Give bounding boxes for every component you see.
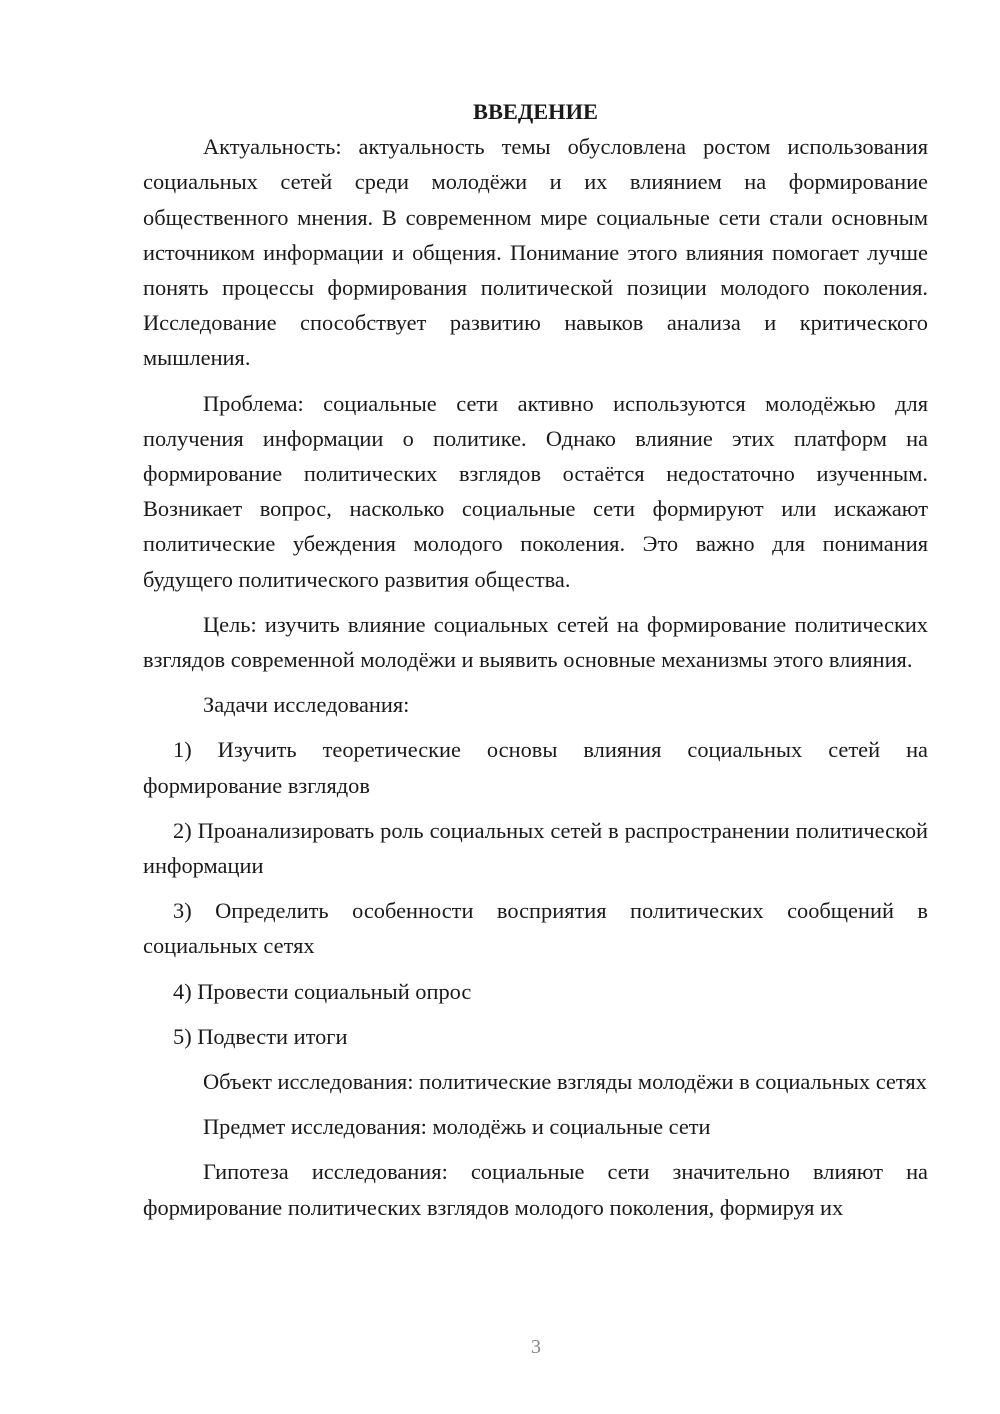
page-number: 3 — [531, 1336, 541, 1358]
object-paragraph: Объект исследования: политические взгляды молодёжи в социальных сетях — [203, 1069, 927, 1095]
task-item: 2) Проанализировать роль социальных сетей в распространении политической информации — [143, 817, 928, 879]
hypothesis-paragraph: Гипотеза исследования: социальные сети значительно влияют на формирование политических взглядов молодого поколения, формируя их — [143, 1159, 928, 1220]
task-item: 5) Подвести итоги — [173, 1023, 348, 1049]
tasks-heading: Задачи исследования: — [203, 692, 410, 718]
task-item: 3) Определить особенности восприятия политических сообщений в социальных сетях — [143, 898, 928, 959]
relevance-paragraph: Актуальность: актуальность темы обусловлена ростом использования социальных сетей среди молодёжи и их влиянием на формирование общественного мнения. В современном мире социальные сети стали основным источником информации и общения. Понимание этого влияния помогает лучше понять процессы формирования политической позиции молодого поколения. Исследование способствует развитию навыков анализа и критического мышления. — [143, 134, 928, 371]
page-title: ВВЕДЕНИЕ — [473, 99, 598, 124]
subject-paragraph: Предмет исследования: молодёжь и социальные сети — [203, 1114, 711, 1140]
goal-paragraph: Цель: изучить влияние социальных сетей на формирование политических взглядов современной молодёжи и выявить основные механизмы этого влияния. — [143, 611, 928, 673]
task-item: 4) Провести социальный опрос — [173, 978, 472, 1004]
task-item: 1) Изучить теоретические основы влияния социальных сетей на формирование взглядов — [143, 737, 928, 798]
problem-paragraph: Проблема: социальные сети активно используются молодёжью для получения информации о политике. Однако влияние этих платформ на формирование политических взглядов остаётся недостаточно изученным. Возникает вопрос, насколько социальные сети формируют или искажают политические убеждения молодого поколения. Это важно для понимания будущего политического развития общества. — [143, 390, 928, 592]
document-page — [143, 94, 928, 1225]
